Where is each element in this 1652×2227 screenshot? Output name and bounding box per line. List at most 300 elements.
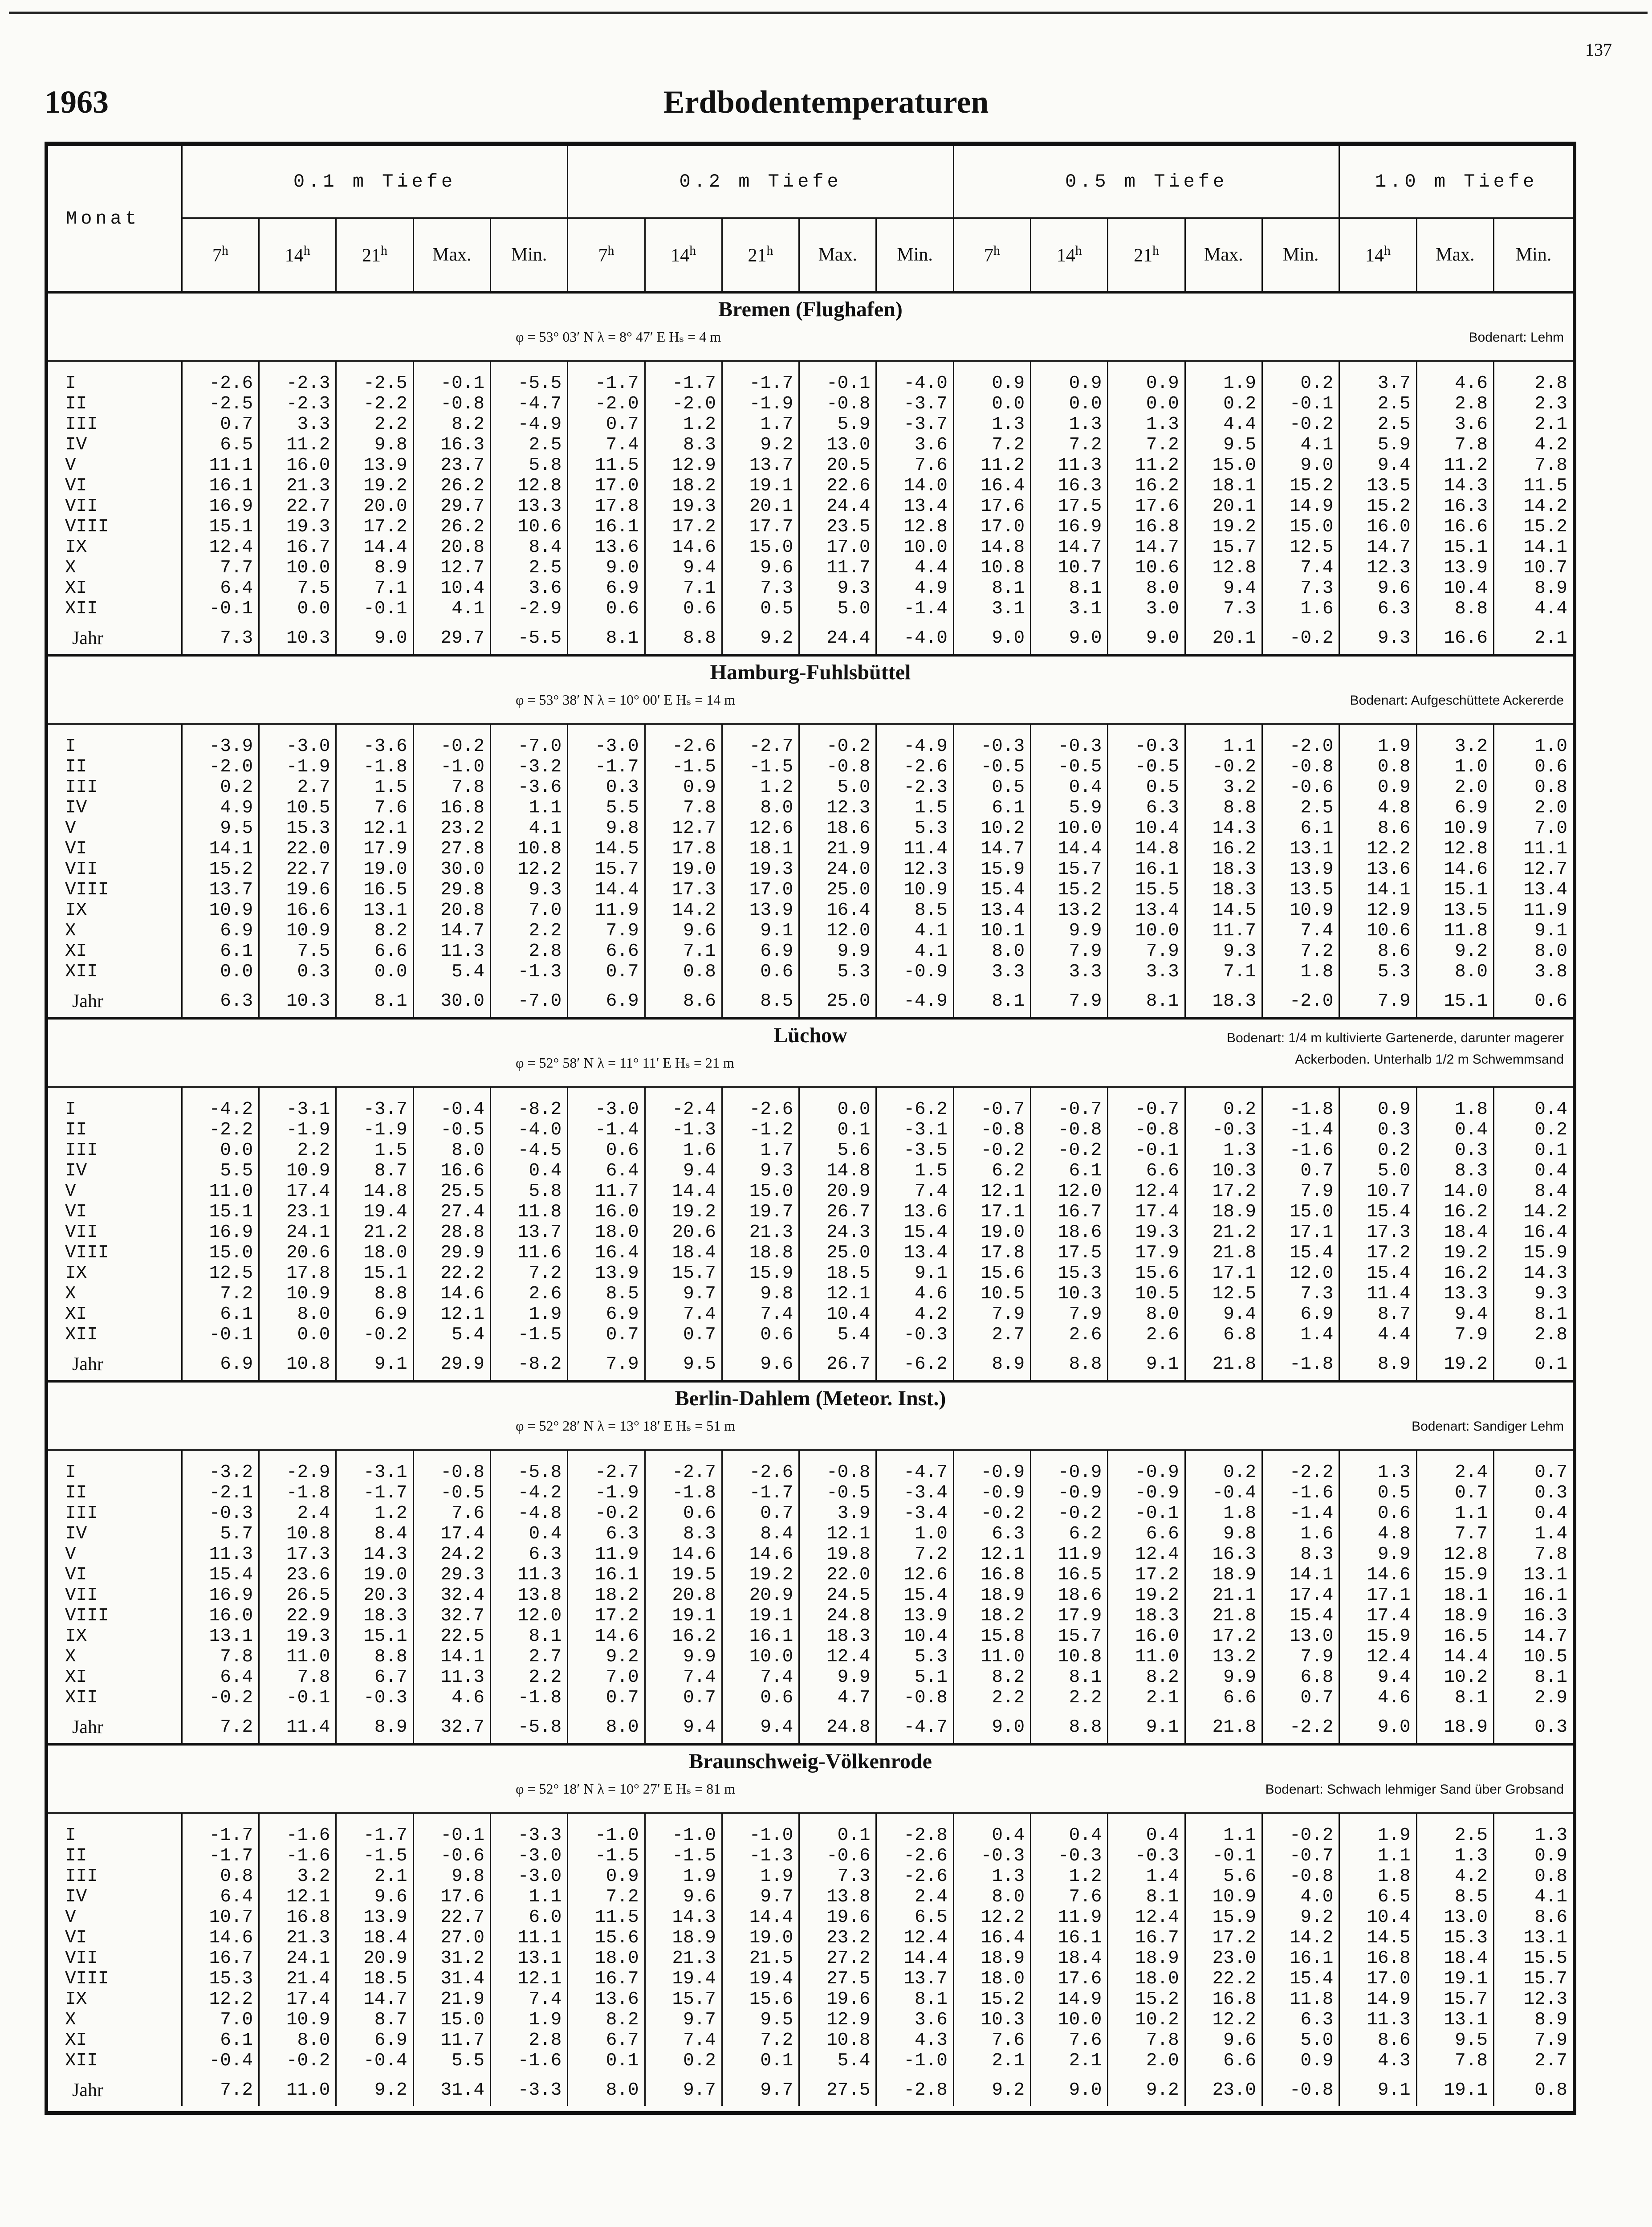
month-label: IV	[65, 1161, 87, 1181]
value-cell: 0.1	[1493, 1140, 1573, 1161]
value-cell: 16.0	[1339, 517, 1416, 537]
value-cell: 11.1	[490, 1928, 567, 1948]
value-cell: 21.3	[259, 476, 336, 496]
value-cell: 6.1	[182, 2030, 259, 2051]
value-cell: 18.1	[1185, 476, 1262, 496]
column-header-label: Min.	[897, 245, 933, 265]
value-cell: 7.1	[645, 578, 722, 599]
value-cell: 7.2	[182, 1284, 259, 1304]
value-cell: 14.8	[336, 1181, 413, 1202]
value-cell: 14.7	[1493, 1626, 1573, 1647]
value-cell: 1.4	[1493, 1524, 1573, 1544]
value-cell: 5.3	[876, 1647, 953, 1667]
value-cell: 13.5	[1339, 476, 1416, 496]
value-cell: 13.7	[490, 1222, 567, 1243]
value-cell: 6.6	[1185, 1688, 1262, 1708]
value-cell: 7.9	[1031, 982, 1108, 1018]
month-label: VII	[65, 496, 98, 517]
value-cell: 19.1	[1416, 2071, 1493, 2106]
value-cell: 18.0	[953, 1969, 1030, 1989]
value-cell: 16.3	[1493, 1606, 1573, 1626]
value-cell: -2.6	[876, 757, 953, 777]
month-label: VIII	[65, 1606, 109, 1626]
value-cell: 7.0	[568, 1667, 645, 1688]
value-cell: -1.6	[259, 1846, 336, 1866]
value-cell: 8.6	[1339, 2030, 1416, 2051]
value-cell: 2.1	[1493, 619, 1573, 655]
value-cell: 19.4	[645, 1969, 722, 1989]
value-cell: 5.3	[1339, 962, 1416, 982]
value-cell: 22.5	[413, 1626, 490, 1647]
table-row	[48, 1565, 1573, 1585]
value-cell: 14.6	[1339, 1565, 1416, 1585]
value-cell: 7.7	[182, 558, 259, 578]
value-cell: 8.4	[336, 1524, 413, 1544]
value-cell: 7.4	[490, 1989, 567, 2010]
value-cell: 13.2	[1185, 1647, 1262, 1667]
table-row	[48, 517, 1573, 537]
value-cell: -1.8	[645, 1483, 722, 1503]
value-cell: 22.2	[413, 1263, 490, 1284]
value-cell: 11.5	[568, 1907, 645, 1928]
value-cell: 22.0	[799, 1565, 876, 1585]
value-cell: 14.3	[1493, 1263, 1573, 1284]
value-cell: -0.2	[182, 1688, 259, 1708]
station-header	[48, 292, 1573, 361]
value-cell: -0.4	[1185, 1483, 1262, 1503]
value-cell: 2.6	[490, 1284, 567, 1304]
value-cell: 15.7	[568, 859, 645, 880]
value-cell: 7.9	[568, 921, 645, 941]
value-cell: 8.5	[568, 1284, 645, 1304]
value-cell: 1.2	[336, 1503, 413, 1524]
value-cell: 11.0	[259, 2071, 336, 2106]
value-cell: 7.6	[953, 2030, 1030, 2051]
value-cell: 12.6	[876, 1565, 953, 1585]
value-cell: 14.7	[1108, 537, 1185, 558]
value-cell: 0.1	[799, 1813, 876, 1846]
month-label: IX	[65, 1626, 87, 1647]
value-cell: 12.8	[1185, 558, 1262, 578]
value-cell: 12.5	[1185, 1284, 1262, 1304]
month-label: X	[65, 2010, 76, 2030]
value-cell: 24.8	[799, 1606, 876, 1626]
value-cell: 15.7	[1416, 1989, 1493, 2010]
value-cell: 7.3	[722, 578, 799, 599]
value-cell: 11.3	[1031, 455, 1108, 476]
value-cell: 19.4	[336, 1202, 413, 1222]
value-cell: 15.2	[1339, 496, 1416, 517]
value-cell: 9.7	[645, 2071, 722, 2106]
value-cell: 18.9	[645, 1928, 722, 1948]
value-cell: -3.2	[490, 757, 567, 777]
value-cell: 18.3	[799, 1626, 876, 1647]
value-cell: 8.2	[1108, 1667, 1185, 1688]
value-cell: -0.1	[1108, 1140, 1185, 1161]
value-cell: 0.0	[182, 962, 259, 982]
value-cell: 20.1	[1185, 619, 1262, 655]
value-cell: 9.6	[645, 1887, 722, 1907]
value-cell: 6.8	[1185, 1325, 1262, 1345]
top-rule	[9, 12, 1648, 14]
value-cell: 0.7	[722, 1503, 799, 1524]
value-cell: 19.2	[1416, 1243, 1493, 1263]
value-cell: -4.2	[182, 1087, 259, 1120]
value-cell: -2.1	[182, 1483, 259, 1503]
value-cell: 4.2	[1416, 1866, 1493, 1887]
value-cell: 14.1	[1493, 537, 1573, 558]
table-row	[48, 2010, 1573, 2030]
value-cell: 28.8	[413, 1222, 490, 1243]
column-header	[568, 218, 645, 293]
value-cell: -1.3	[645, 1120, 722, 1140]
value-cell: -3.0	[490, 1866, 567, 1887]
value-cell: 2.0	[1416, 777, 1493, 798]
value-cell: 24.0	[799, 859, 876, 880]
value-cell: 17.4	[1339, 1606, 1416, 1626]
value-cell: 21.3	[722, 1222, 799, 1243]
value-cell: 0.7	[1416, 1483, 1493, 1503]
value-cell: 8.1	[953, 578, 1030, 599]
value-cell: 2.9	[1493, 1688, 1573, 1708]
value-cell: 8.8	[1185, 798, 1262, 818]
value-cell: 10.5	[1108, 1284, 1185, 1304]
value-cell: 13.9	[722, 900, 799, 921]
value-cell: 2.2	[953, 1688, 1030, 1708]
value-cell: 1.0	[1416, 757, 1493, 777]
value-cell: 16.2	[645, 1626, 722, 1647]
value-cell: 7.2	[876, 1544, 953, 1565]
station-header	[48, 1018, 1573, 1087]
value-cell: 15.9	[1493, 1243, 1573, 1263]
value-cell: 6.9	[182, 1345, 259, 1381]
value-cell: 16.4	[568, 1243, 645, 1263]
table-row	[48, 414, 1573, 435]
value-cell: -0.1	[259, 1688, 336, 1708]
value-cell: -1.2	[722, 1120, 799, 1140]
value-cell: 18.4	[1416, 1222, 1493, 1243]
value-cell: -1.8	[1262, 1087, 1339, 1120]
value-cell: 13.4	[876, 1243, 953, 1263]
value-cell: 9.0	[1339, 1708, 1416, 1744]
value-cell: -0.3	[953, 1846, 1030, 1866]
value-cell: 10.4	[1416, 578, 1493, 599]
value-cell: 0.9	[1262, 2051, 1339, 2071]
value-cell: -0.9	[953, 1450, 1030, 1483]
value-cell: -0.8	[413, 394, 490, 414]
value-cell: 12.3	[876, 859, 953, 880]
value-cell: 16.0	[259, 455, 336, 476]
value-cell: 11.2	[259, 435, 336, 455]
value-cell: 14.2	[1262, 1928, 1339, 1948]
value-cell: 31.4	[413, 2071, 490, 2106]
value-cell: 8.9	[953, 1345, 1030, 1381]
table-row	[48, 558, 1573, 578]
value-cell: 0.7	[568, 1688, 645, 1708]
value-cell: 0.6	[1493, 757, 1573, 777]
value-cell: 11.9	[568, 900, 645, 921]
month-label: X	[65, 1284, 76, 1304]
month-label: Jahr	[72, 2080, 103, 2101]
value-cell: 10.8	[799, 2030, 876, 2051]
year-row	[48, 1345, 1573, 1381]
value-cell: 14.9	[1339, 1989, 1416, 2010]
value-cell: 9.4	[722, 1708, 799, 1744]
value-cell: 10.4	[876, 1626, 953, 1647]
value-cell: 12.8	[1416, 1544, 1493, 1565]
value-cell: 12.9	[645, 455, 722, 476]
table-row	[48, 1688, 1573, 1708]
value-cell: 0.7	[1262, 1161, 1339, 1181]
value-cell: 16.2	[1416, 1263, 1493, 1284]
page-number: 137	[1585, 40, 1612, 60]
value-cell: 6.1	[182, 1304, 259, 1325]
value-cell: 15.1	[1416, 537, 1493, 558]
value-cell: 20.3	[336, 1585, 413, 1606]
table-row	[48, 1284, 1573, 1304]
value-cell: -1.7	[568, 361, 645, 394]
table-row	[48, 2051, 1573, 2071]
value-cell: 11.0	[1108, 1647, 1185, 1667]
value-cell: 8.6	[1493, 1907, 1573, 1928]
value-cell: 19.3	[645, 496, 722, 517]
value-cell: 12.1	[259, 1887, 336, 1907]
value-cell: 13.8	[490, 1585, 567, 1606]
value-cell: 9.1	[336, 1345, 413, 1381]
value-cell: 6.4	[182, 1887, 259, 1907]
value-cell: 15.0	[1262, 1202, 1339, 1222]
value-cell: 11.8	[1262, 1989, 1339, 2010]
table-row	[48, 1544, 1573, 1565]
value-cell: 19.6	[259, 880, 336, 900]
value-cell: 15.6	[568, 1928, 645, 1948]
value-cell: 5.0	[799, 599, 876, 619]
value-cell: 24.8	[799, 1708, 876, 1744]
value-cell: 7.4	[568, 435, 645, 455]
value-cell: 10.8	[953, 558, 1030, 578]
value-cell: 10.7	[1339, 1181, 1416, 1202]
value-cell: 1.8	[1185, 1503, 1262, 1524]
value-cell: 15.0	[1185, 455, 1262, 476]
month-label: VII	[65, 1585, 98, 1606]
value-cell: 16.1	[1031, 1928, 1108, 1948]
value-cell: 3.3	[259, 414, 336, 435]
value-cell: 14.2	[1493, 496, 1573, 517]
station-header-row	[48, 1018, 1573, 1087]
value-cell: 15.9	[953, 859, 1030, 880]
value-cell: 21.4	[259, 1969, 336, 1989]
value-cell: 7.5	[259, 941, 336, 962]
value-cell: -3.3	[490, 1813, 567, 1846]
value-cell: 12.3	[1339, 558, 1416, 578]
value-cell: 18.0	[1108, 1969, 1185, 1989]
value-cell: 30.0	[413, 859, 490, 880]
value-cell: 2.8	[490, 941, 567, 962]
value-cell: 15.4	[1262, 1243, 1339, 1263]
table-row	[48, 818, 1573, 839]
value-cell: 13.1	[1493, 1565, 1573, 1585]
value-cell: 12.4	[182, 537, 259, 558]
value-cell: 16.1	[1108, 859, 1185, 880]
value-cell: 0.6	[645, 1503, 722, 1524]
month-label: VI	[65, 476, 87, 496]
value-cell: -6.2	[876, 1087, 953, 1120]
value-cell: 19.3	[1108, 1222, 1185, 1243]
value-cell: -0.2	[953, 1503, 1030, 1524]
value-cell: 0.4	[1416, 1120, 1493, 1140]
value-cell: 1.0	[876, 1524, 953, 1544]
value-cell: -0.9	[1108, 1450, 1185, 1483]
value-cell: 1.4	[1262, 1325, 1339, 1345]
value-cell: 18.9	[1185, 1565, 1262, 1585]
value-cell: 13.0	[1262, 1626, 1339, 1647]
value-cell: 8.1	[953, 982, 1030, 1018]
value-cell: -2.0	[568, 394, 645, 414]
value-cell: 15.5	[1493, 1948, 1573, 1969]
value-cell: 10.3	[1185, 1161, 1262, 1181]
value-cell: 17.3	[1339, 1222, 1416, 1243]
column-header-sup: h	[221, 243, 228, 258]
value-cell: 3.2	[1416, 724, 1493, 757]
value-cell: 10.8	[259, 1345, 336, 1381]
value-cell: 17.2	[1108, 1565, 1185, 1585]
value-cell: -1.8	[259, 1483, 336, 1503]
table-row	[48, 798, 1573, 818]
value-cell: -1.6	[1262, 1483, 1339, 1503]
value-cell: -1.7	[182, 1846, 259, 1866]
value-cell: 8.0	[259, 1304, 336, 1325]
value-cell: 5.4	[799, 1325, 876, 1345]
value-cell: 10.0	[1031, 818, 1108, 839]
value-cell: -3.0	[568, 1087, 645, 1120]
value-cell: 14.1	[413, 1647, 490, 1667]
soil-temperature-table	[48, 146, 1573, 2106]
value-cell: 0.2	[182, 777, 259, 798]
value-cell: 5.8	[490, 455, 567, 476]
value-cell: 15.2	[1108, 1989, 1185, 2010]
value-cell: 26.7	[799, 1345, 876, 1381]
month-label: IX	[65, 900, 87, 921]
value-cell: -0.2	[1185, 757, 1262, 777]
value-cell: 24.4	[799, 619, 876, 655]
value-cell: 18.4	[1031, 1948, 1108, 1969]
month-label: XI	[65, 941, 87, 962]
month-label: II	[65, 394, 87, 414]
value-cell: -1.8	[336, 757, 413, 777]
value-cell: 6.1	[182, 941, 259, 962]
value-cell: 2.0	[1108, 2051, 1185, 2071]
value-cell: 27.4	[413, 1202, 490, 1222]
value-cell: 15.7	[645, 1989, 722, 2010]
value-cell: -3.0	[259, 724, 336, 757]
month-label: Jahr	[48, 982, 182, 1018]
station-header	[48, 1744, 1573, 1813]
month-label: Jahr	[48, 1708, 182, 1744]
value-cell: 8.3	[1416, 1161, 1493, 1181]
station-header-row	[48, 1381, 1573, 1450]
value-cell: 7.9	[1108, 941, 1185, 962]
value-cell: 8.2	[413, 414, 490, 435]
value-cell: 0.2	[1493, 1120, 1573, 1140]
month-label: III	[65, 777, 98, 798]
value-cell: 18.2	[953, 1606, 1030, 1626]
value-cell: 0.5	[1339, 1483, 1416, 1503]
value-cell: 17.6	[1108, 496, 1185, 517]
value-cell: 6.1	[953, 798, 1030, 818]
value-cell: 9.0	[1031, 2071, 1108, 2106]
value-cell: 26.7	[799, 1202, 876, 1222]
value-cell: 15.4	[1339, 1202, 1416, 1222]
value-cell: 11.5	[1493, 476, 1573, 496]
value-cell: 0.9	[1339, 1087, 1416, 1120]
value-cell: 12.6	[722, 818, 799, 839]
value-cell: 7.9	[953, 1304, 1030, 1325]
value-cell: 8.0	[568, 2071, 645, 2106]
value-cell: 0.4	[953, 1813, 1030, 1846]
value-cell: 16.1	[722, 1626, 799, 1647]
value-cell: -1.8	[490, 1688, 567, 1708]
value-cell: 0.0	[182, 1140, 259, 1161]
value-cell: 1.3	[953, 1866, 1030, 1887]
value-cell: 0.6	[645, 599, 722, 619]
value-cell: 0.5	[722, 599, 799, 619]
value-cell: -4.5	[490, 1140, 567, 1161]
value-cell: 0.3	[1339, 1120, 1416, 1140]
value-cell: 6.5	[1339, 1887, 1416, 1907]
month-label: V	[65, 455, 76, 476]
value-cell: 8.0	[1108, 578, 1185, 599]
value-cell: 12.8	[876, 517, 953, 537]
value-cell: -0.9	[1031, 1450, 1108, 1483]
value-cell: 15.1	[182, 517, 259, 537]
station-coordinates: φ = 52° 28′ N λ = 13° 18′ E Hₛ = 51 m	[516, 1418, 736, 1434]
value-cell: 8.9	[336, 558, 413, 578]
value-cell: 14.6	[568, 1626, 645, 1647]
value-cell: -0.2	[1262, 414, 1339, 435]
value-cell: 25.0	[799, 1243, 876, 1263]
value-cell: 19.3	[259, 1626, 336, 1647]
value-cell: 9.5	[645, 1345, 722, 1381]
value-cell: 2.1	[336, 1866, 413, 1887]
value-cell: 7.2	[1108, 435, 1185, 455]
value-cell: -0.8	[799, 757, 876, 777]
value-cell: -3.6	[336, 724, 413, 757]
table-row	[48, 1647, 1573, 1667]
value-cell: -0.3	[1108, 724, 1185, 757]
value-cell: 0.2	[1185, 394, 1262, 414]
value-cell: 12.4	[1108, 1544, 1185, 1565]
value-cell: 12.5	[182, 1263, 259, 1284]
value-cell: 12.0	[799, 921, 876, 941]
value-cell: 17.1	[1339, 1585, 1416, 1606]
value-cell: 9.6	[645, 921, 722, 941]
value-cell: 18.3	[1185, 880, 1262, 900]
value-cell: 16.2	[1108, 476, 1185, 496]
value-cell: 0.0	[799, 1087, 876, 1120]
value-cell: -2.0	[1262, 982, 1339, 1018]
column-header-sup: h	[1384, 243, 1391, 258]
value-cell: 15.0	[722, 537, 799, 558]
value-cell: -2.6	[645, 724, 722, 757]
value-cell: -0.8	[953, 1120, 1030, 1140]
value-cell: -1.9	[568, 1483, 645, 1503]
value-cell: 9.4	[1185, 1304, 1262, 1325]
value-cell: 0.7	[568, 414, 645, 435]
value-cell: -0.1	[182, 1325, 259, 1345]
value-cell: 16.8	[1108, 517, 1185, 537]
value-cell: 19.6	[799, 1907, 876, 1928]
value-cell: 15.7	[645, 1263, 722, 1284]
